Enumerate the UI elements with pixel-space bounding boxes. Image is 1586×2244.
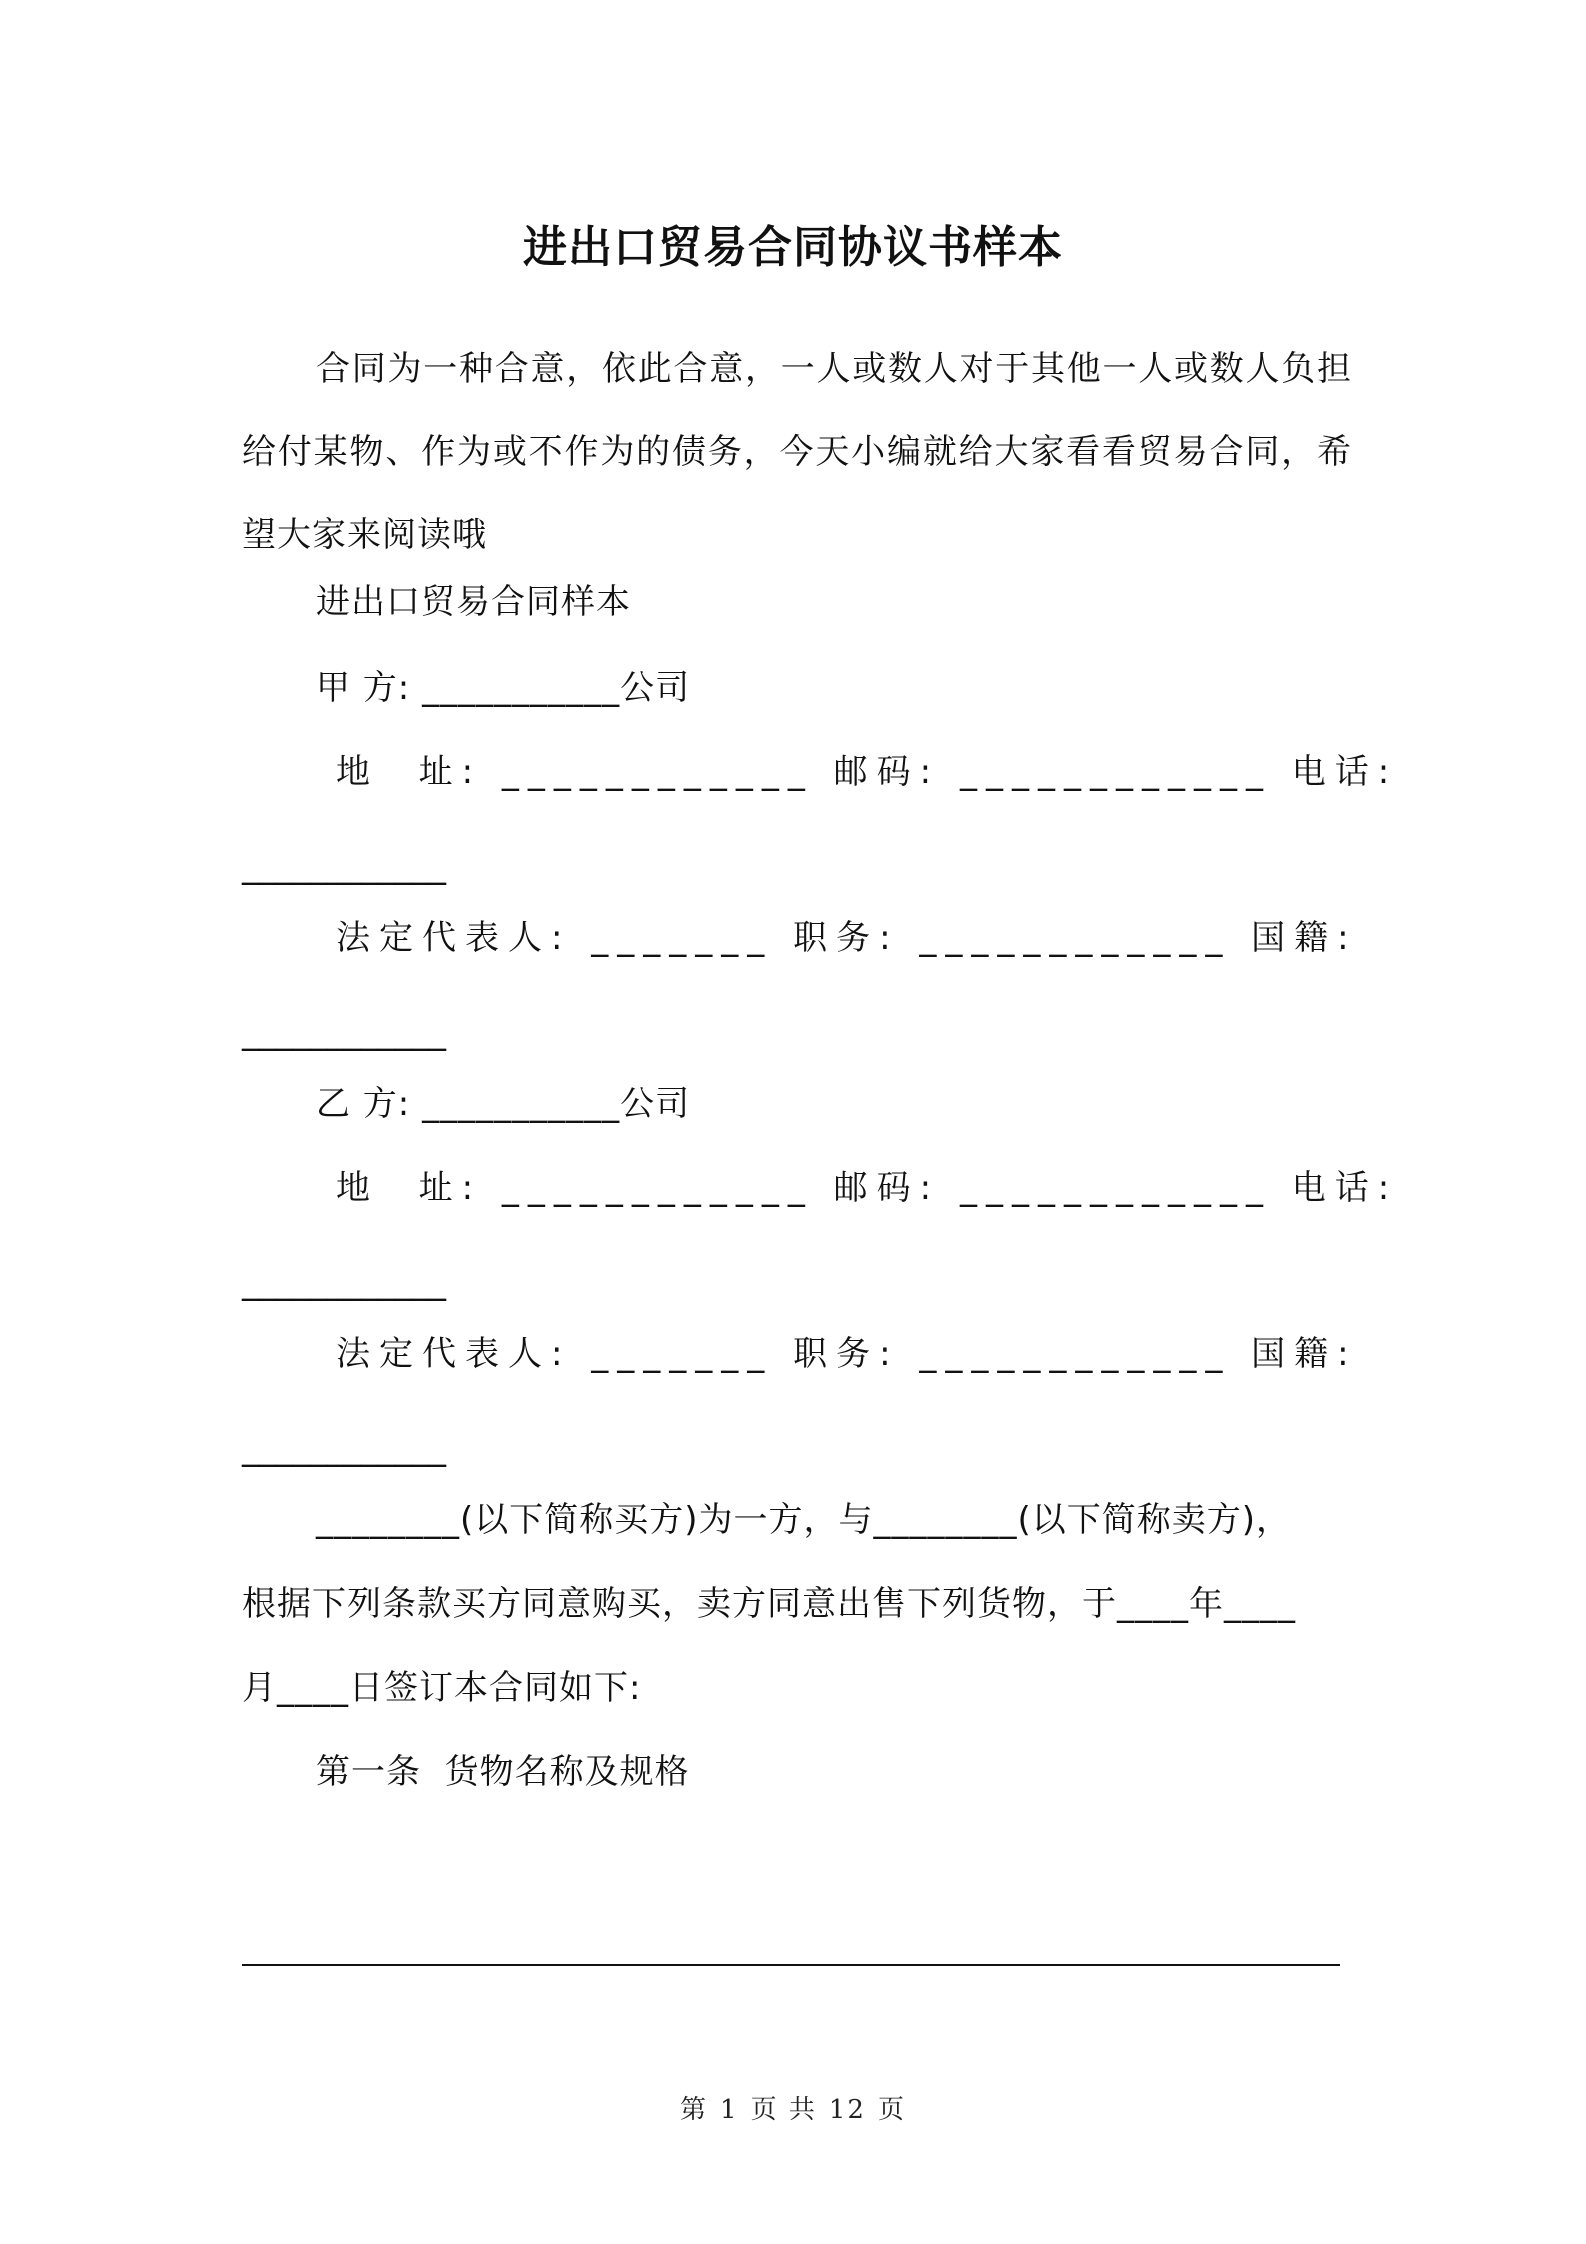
- party-b-representative-line: 法定代表人: _______ 职务: ____________ 国籍:: [336, 1334, 1358, 1374]
- agreement-line-2: 根据下列条款买方同意购买，卖方同意出售下列货物，于____年____: [242, 1584, 1296, 1624]
- footer-page-number: 1: [720, 2095, 739, 2125]
- party-a-representative-line: 法定代表人: _______ 职务: ____________ 国籍:: [336, 918, 1358, 958]
- party-b-nationality-blank: ____________: [242, 1428, 446, 1468]
- party-b-address-line: 地 址: ____________ 邮码: ____________ 电话:: [336, 1168, 1399, 1208]
- footer-suffix: 页: [877, 2095, 906, 2125]
- party-a-nationality-blank: ____________: [242, 1012, 446, 1052]
- footer-total-pages: 12: [828, 2095, 866, 2125]
- footer-middle: 页 共: [750, 2095, 817, 2125]
- party-b-line: 乙 方: ___________公司: [316, 1084, 691, 1124]
- intro-paragraph: 合同为一种合意，依此合意，一人或数人对于其他一人或数人负担给付某物、作为或不作为的债务，今天小编就给大家看看贸易合同，希望大家来阅读哦: [242, 349, 1352, 555]
- agreement-line-3: 月____日签订本合同如下:: [242, 1668, 642, 1708]
- party-b-phone-blank: ____________: [242, 1262, 446, 1302]
- agreement-line-1: ________(以下简称买方)为一方，与________(以下简称卖方)，: [316, 1500, 1292, 1540]
- document-title: 进出口贸易合同协议书样本: [523, 222, 1063, 273]
- article-1-heading: 第一条 货物名称及规格: [316, 1752, 690, 1792]
- party-a-phone-blank: ____________: [242, 846, 446, 886]
- party-a-line: 甲 方: ___________公司: [316, 668, 691, 708]
- party-a-address-line: 地 址: ____________ 邮码: ____________ 电话:: [336, 752, 1399, 792]
- page-footer: [0, 2092, 1586, 2128]
- fill-in-underline: [242, 1964, 1340, 1966]
- contract-subtitle: 进出口贸易合同样本: [316, 582, 631, 622]
- footer-prefix: 第: [680, 2095, 709, 2125]
